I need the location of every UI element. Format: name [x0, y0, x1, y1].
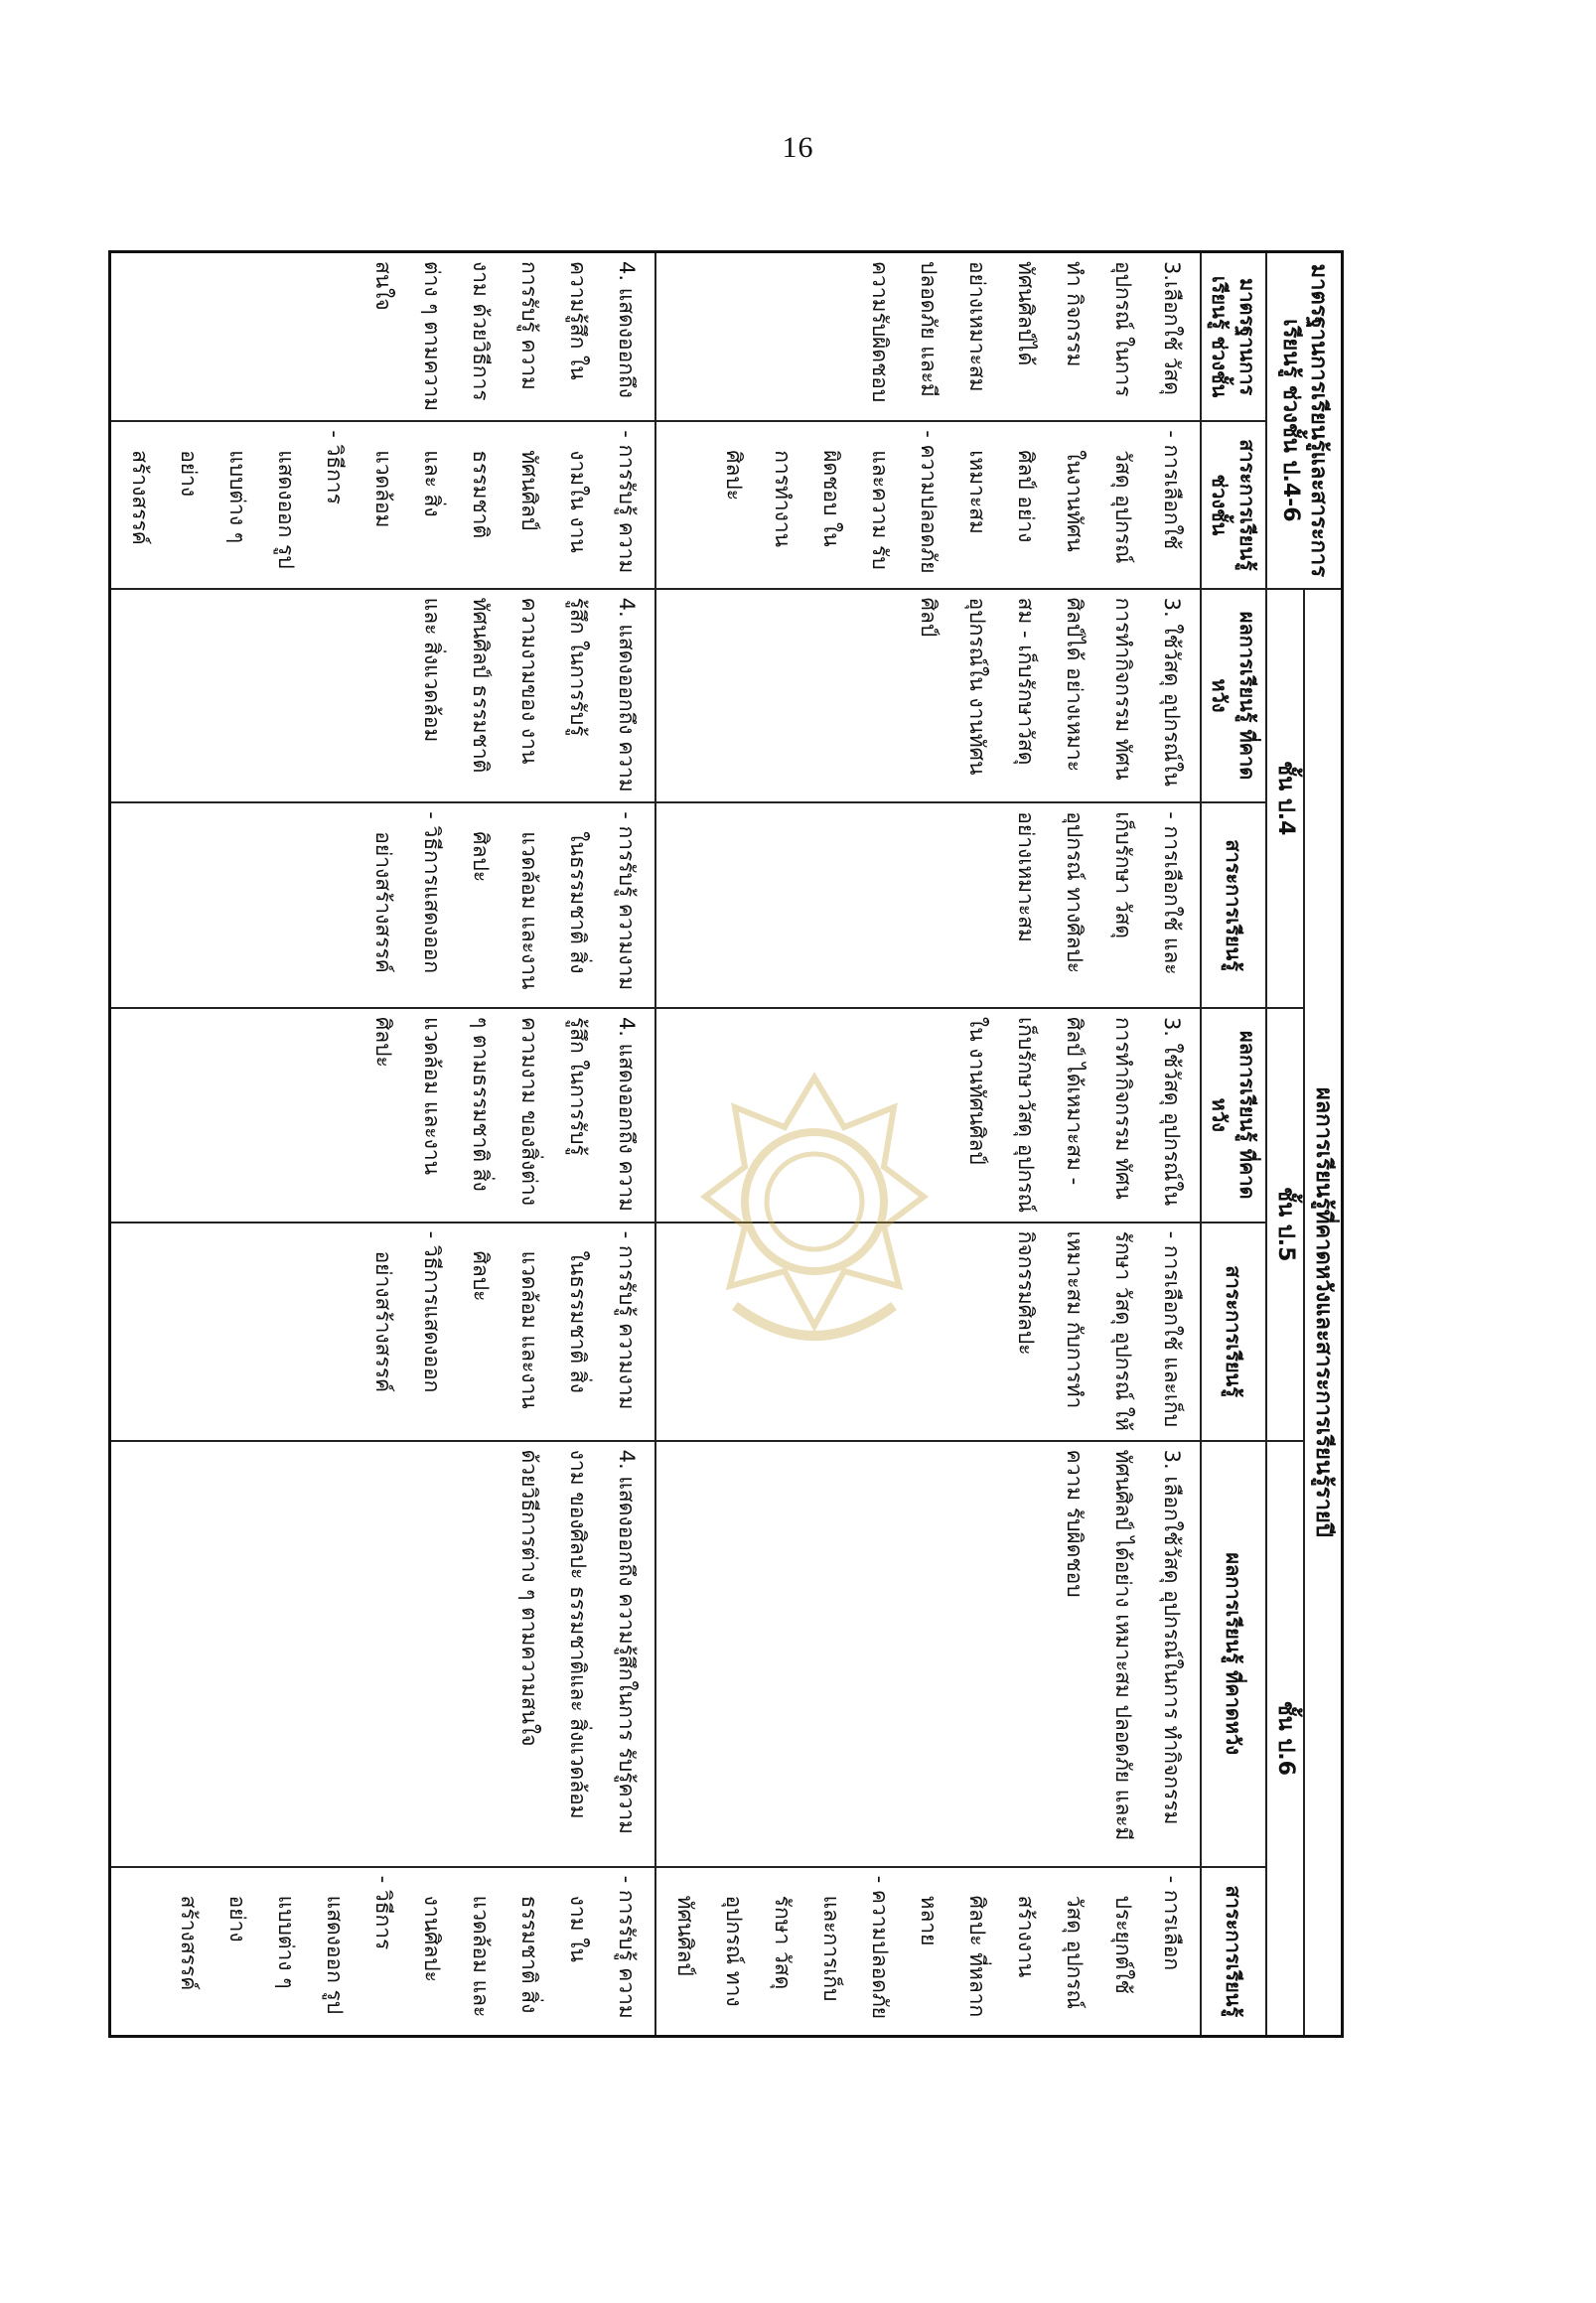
p4-content-cell [110, 802, 656, 1008]
p6-content-header: สาระการเรียนรู้ [1201, 1867, 1266, 2037]
page-number: 16 [782, 131, 814, 164]
p6-outcome-cell: 3. เลือกใช้วัสดุ อุปกรณ์ในการ ทำกิจกรรม ทัศนศิลป์ ได้อย่าง เหมาะสม ปลอดภัย และมีความ รับผิดชอบ [655, 1441, 1201, 1867]
grade-p6-header: ชั้น ป.6 [1266, 1441, 1304, 2037]
p6-outcome-cell: 4. แสดงออกถึง ความรู้สึกในการ รับรู้ความงาม ของศิลปะ ธรรมชาติและ สิ่งแวดล้อม ด้วยวิธีการต่าง ๆ ตามความสนใจ [110, 1441, 656, 1867]
content-col-header: สาระการเรียนรู้ ช่วงชั้น [1201, 421, 1266, 588]
p6-outcome-header: ผลการเรียนรู้ ที่คาดหวัง [1201, 1441, 1266, 1867]
list-item: - การรับรู้ ความงาม ในธรรมชาติ สิ่งแวดล้อม และงานศิลปะ [420, 1875, 639, 2019]
curriculum-table [108, 250, 1344, 2038]
p6-content-cell [655, 1867, 1201, 2037]
p5-content-cell [110, 1223, 656, 1441]
standard-cell: 3.เลือกใช้ วัสดุ อุปกรณ์ ในการทำ กิจกรรม ทัศนศิลป์ได้ อย่างเหมาะสม ปลอดภัย และมี ความรับผิดชอบ [655, 252, 1201, 422]
list-item: - การรับรู้ ความงาม ในธรรมชาติ สิ่งแวดล้อม และงานศิลปะ [469, 811, 639, 991]
list-item: - วิธีการแสดงออก รูปแบบต่าง ๆ อย่างสร้างสรรค์ [128, 430, 347, 569]
standards-header: มาตรฐานการเรียนรู้และสาระการเรียนรู้ ช่วงชั้น ป.4-6 [1266, 252, 1343, 589]
list-item: - ความปลอดภัย และการเก็บรักษา วัสดุอุปกรณ์ ทางทัศนศิลป์ [673, 1875, 892, 2019]
p5-content-cell: - การเลือกใช้ และเก็บรักษา วัสดุ อุปกรณ์ ให้เหมาะสม กับการทำ กิจกรรมศิลปะ [655, 1223, 1201, 1441]
p4-outcome-cell: 4. แสดงออกถึง ความรู้สึก ในการรับรู้ ความงามของ งานทัศนศิลป์ ธรรมชาติ และ สิ่งแวดล้อม [110, 589, 656, 803]
table-row [655, 252, 1201, 2037]
content-cell [110, 421, 656, 588]
list-item: - การเลือก ประยุกต์ใช้ วัสดุ อุปกรณ์ สร้างงานศิลปะ ที่หลากหลาย [917, 1875, 1184, 2018]
p6-content-cell [110, 1867, 656, 2037]
p5-outcome-cell: 3. ใช้วัสดุ อุปกรณ์ใน การทำกิจกรรม ทัศนศิลป์ ได้เหมาะสม - เก็บรักษาวัสดุ อุปกรณ์ใน งานทัศนศิลป์ [655, 1008, 1201, 1223]
p4-outcome-cell: 3. ใช้วัสดุ อุปกรณ์ใน การทำกิจกรรม ทัศนศิลป์ได้ อย่างเหมาะสม - เก็บรักษาวัสดุ อุปกรณ์ใน งานทัศนศิลป์ [655, 589, 1201, 803]
standard-cell: 4. แสดงออกถึง ความรู้สึก ในการรับรู้ ความงาม ด้วยวิธีการ ต่าง ๆ ตามความสนใจ [110, 252, 656, 422]
rotated-table-container [128, 250, 1344, 2038]
p5-outcome-cell: 4. แสดงออกถึง ความรู้สึก ในการรับรู้ ความงาม ของสิ่งต่าง ๆ ตามธรรมชาติ สิ่งแวดล้อม และงานศิลปะ [110, 1008, 656, 1223]
list-item: - วิธีการแสดงออก อย่างสร้างสรรค์ [371, 1230, 444, 1393]
list-item: - ความปลอดภัย และความ รับผิดชอบ ในการทำงาน ศิลปะ [722, 430, 941, 574]
grade-p4-header: ชั้น ป.4 [1266, 589, 1304, 1008]
list-item: - วิธีการแสดงออก รูปแบบต่าง ๆ อย่างสร้างสรรค์ [177, 1875, 395, 2015]
p4-content-header: สาระการเรียนรู้ [1201, 802, 1266, 1008]
list-item: - การรับรู้ ความงามใน งานทัศนศิลป์ ธรรมชาติ และ สิ่งแวดล้อม [371, 430, 639, 574]
table-row [110, 252, 656, 2037]
p4-outcome-header: ผลการเรียนรู้ ที่คาดหวัง [1201, 589, 1266, 803]
list-item: - การเลือกใช้ วัสดุ อุปกรณ์ ในงานทัศนศิลป์ อย่างเหมาะสม [965, 430, 1184, 564]
std-col-header: มาตรฐานการเรียนรู้ ช่วงชั้น [1201, 252, 1266, 422]
annual-header: ผลการเรียนรู้ที่คาดหวังและสาระการเรียนรู้รายปี [1304, 589, 1343, 2037]
list-item: - การรับรู้ ความงาม ในธรรมชาติ สิ่งแวดล้อม และงานศิลปะ [469, 1230, 639, 1410]
p4-content-cell: - การเลือกใช้ และเก็บรักษา วัสดุ อุปกรณ์ ทางศิลปะ อย่างเหมาะสม [655, 802, 1201, 1008]
p5-content-header: สาระการเรียนรู้ [1201, 1223, 1266, 1441]
content-cell [655, 421, 1201, 588]
grade-p5-header: ชั้น ป.5 [1266, 1008, 1304, 1441]
p5-outcome-header: ผลการเรียนรู้ ที่คาดหวัง [1201, 1008, 1266, 1223]
list-item: - วิธีการแสดงออก อย่างสร้างสรรค์ [371, 811, 444, 974]
